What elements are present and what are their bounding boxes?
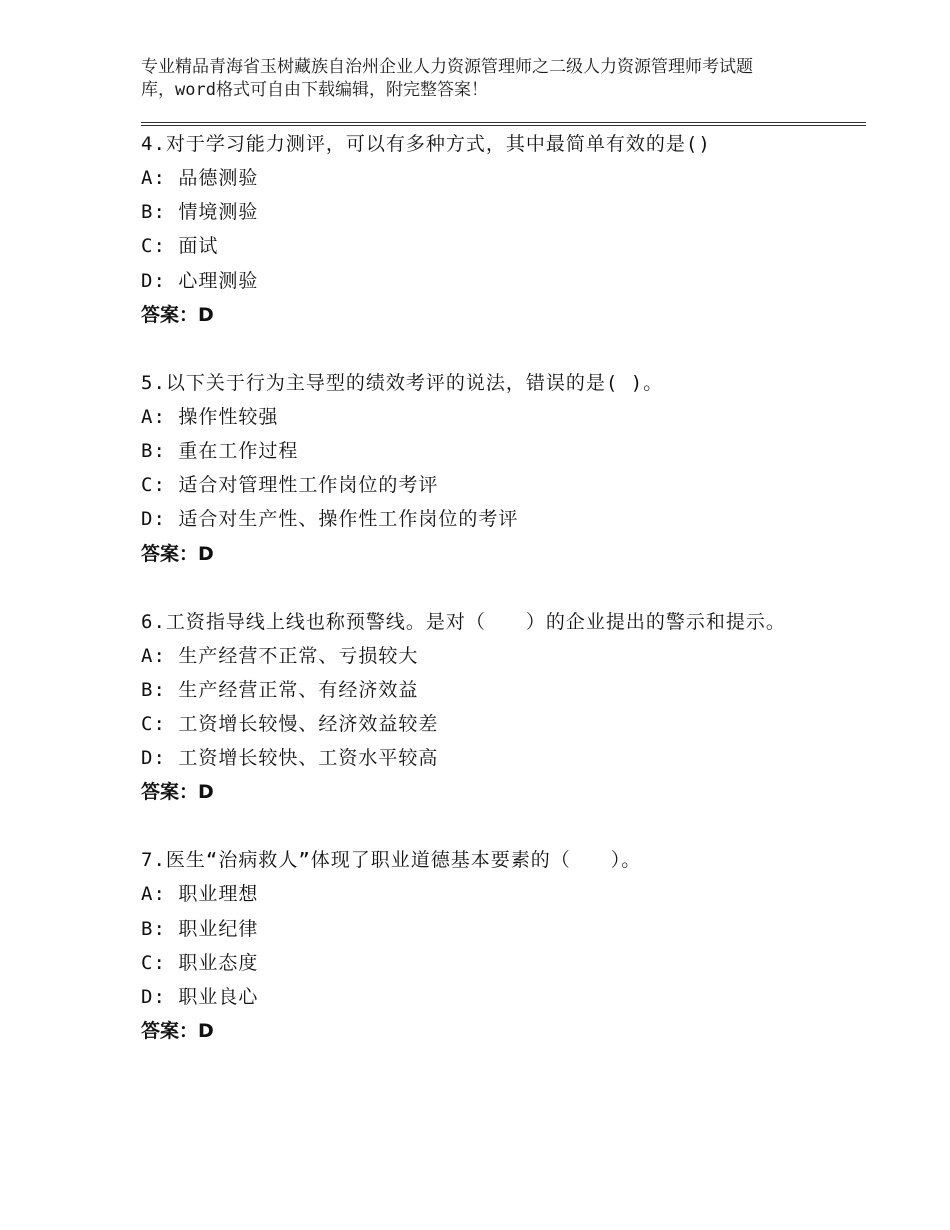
question-spacer [141, 332, 841, 366]
question-5 [141, 366, 841, 605]
answer-label: 答案：D [141, 781, 214, 804]
option-a: A: 操作性较强 [141, 405, 279, 428]
question-7 [141, 843, 841, 1048]
question-spacer [141, 571, 841, 605]
option-c: C: 职业态度 [141, 951, 259, 974]
option-d: D: 心理测验 [141, 269, 259, 292]
option-b: B: 情境测验 [141, 201, 259, 224]
option-c: C: 适合对管理性工作岗位的考评 [141, 474, 439, 497]
answer-label: 答案：D [141, 542, 214, 565]
question-4 [141, 127, 841, 366]
option-b: B: 生产经营正常、有经济效益 [141, 678, 419, 701]
document-header [141, 56, 841, 102]
option-c: C: 面试 [141, 235, 219, 258]
option-a: A: 品德测验 [141, 167, 259, 189]
option-b: B: 重在工作过程 [141, 440, 299, 463]
question-spacer [141, 809, 841, 843]
option-c: C: 工资增长较慢、经济效益较差 [141, 713, 439, 736]
header-divider-top [141, 122, 866, 123]
answer-label: 答案：D [141, 1020, 214, 1043]
option-d: D: 适合对生产性、操作性工作岗位的考评 [141, 508, 519, 531]
question-stem: 4.对于学习能力测评，可以有多种方式，其中最简单有效的是() [141, 133, 711, 155]
question-6 [141, 605, 841, 844]
question-stem: 5.以下关于行为主导型的绩效考评的说法，错误的是( )。 [141, 371, 664, 394]
question-stem: 6.工资指导线上线也称预警线。是对（ ）的企业提出的警示和提示。 [141, 610, 786, 633]
question-list [141, 127, 841, 1048]
option-d: D: 职业良心 [141, 986, 259, 1009]
option-a: A: 职业理想 [141, 883, 259, 906]
header-line-2: 库，word格式可自由下载编辑，附完整答案！ [141, 80, 488, 100]
option-a: A: 生产经营不正常、亏损较大 [141, 644, 419, 667]
option-b: B: 职业纪律 [141, 917, 259, 940]
option-d: D: 工资增长较快、工资水平较高 [141, 747, 439, 770]
header-divider-bottom [141, 125, 866, 126]
answer-label: 答案：D [141, 303, 214, 326]
header-line-1: 专业精品青海省玉树藏族自治州企业人力资源管理师之二级人力资源管理师考试题 [141, 57, 753, 77]
question-stem: 7.医生“治病救人”体现了职业道德基本要素的（ ）。 [141, 849, 642, 872]
